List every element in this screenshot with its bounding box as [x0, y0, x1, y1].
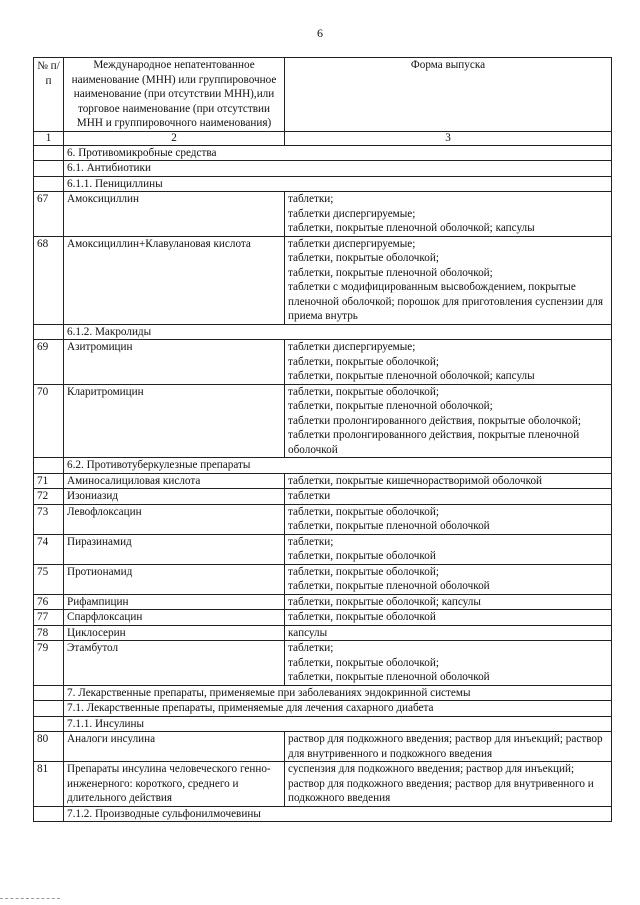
table-row — [34, 489, 612, 505]
dosage-form-line: таблетки, покрытые оболочкой — [288, 611, 436, 623]
drug-name: Аналоги инсулина — [64, 732, 285, 762]
item-number: 72 — [34, 489, 64, 505]
drug-name: Препараты инсулина человеческого генно-инженерного: короткого, среднего и длительного действия — [64, 762, 285, 807]
dosage-form-line: таблетки, покрытые пленочной оболочкой — [288, 520, 490, 532]
section-title: 7.1.1. Инсулины — [64, 716, 612, 732]
item-number: 73 — [34, 504, 64, 534]
item-number: 67 — [34, 192, 64, 237]
table-row — [34, 641, 612, 686]
column-number: 1 — [34, 131, 64, 145]
table-row — [34, 384, 612, 458]
section-title: 6.2. Противотуберкулезные препараты — [64, 458, 612, 474]
column-number-row — [34, 131, 612, 145]
item-number: 76 — [34, 594, 64, 610]
empty-cell — [34, 161, 64, 177]
section-title: 6.1.2. Макролиды — [64, 324, 612, 340]
section-row — [34, 145, 612, 161]
dosage-form-line: таблетки, покрытые пленочной оболочкой; — [288, 266, 493, 279]
dosage-form-line: таблетки, покрытые пленочной оболочкой; капсулы — [288, 222, 535, 234]
header-form: Форма выпуска — [285, 58, 612, 132]
table-row — [34, 625, 612, 641]
header-mnn: Международное непатентованное наименование (МНН) или группировочное наименование (при отсутствии МНН),или торговое наименование (при отсутствии МНН и группировочного наименования) — [64, 58, 285, 132]
table-row — [34, 762, 612, 807]
drug-list-table — [33, 57, 612, 822]
dosage-forms — [285, 641, 612, 686]
section-title: 6.1.1. Пенициллины — [64, 176, 612, 192]
item-number: 74 — [34, 534, 64, 564]
empty-cell — [34, 145, 64, 161]
empty-cell — [34, 716, 64, 732]
dosage-form-line: таблетки диспергируемые; — [288, 237, 416, 250]
dosage-form-line: таблетки, покрытые оболочкой; — [288, 505, 439, 518]
dosage-forms — [285, 564, 612, 594]
drug-name: Амоксициллин — [64, 192, 285, 237]
section-title: 7.1. Лекарственные препараты, применяемые для лечения сахарного диабета — [64, 701, 612, 717]
drug-name: Спарфлоксацин — [64, 610, 285, 626]
dosage-form-line: таблетки, покрытые оболочкой; — [288, 656, 439, 669]
dosage-form-line: капсулы — [288, 626, 328, 639]
section-title: 6. Противомикробные средства — [64, 145, 612, 161]
section-row — [34, 701, 612, 717]
dosage-form-line: раствор для подкожного введения; раствор для инъекций; раствор для внутривенного и подкожного введения — [288, 733, 603, 760]
section-title: 6.1. Антибиотики — [64, 161, 612, 177]
drug-name: Рифампицин — [64, 594, 285, 610]
dosage-form-line: таблетки; — [288, 642, 334, 654]
page-number: 6 — [317, 26, 323, 40]
table-row — [34, 504, 612, 534]
dosage-forms — [285, 504, 612, 534]
dosage-form-line: таблетки — [288, 490, 331, 502]
dosage-forms — [285, 489, 612, 505]
section-title: 7.1.2. Производные сульфонилмочевины — [64, 806, 612, 822]
table-body — [34, 145, 612, 822]
section-row — [34, 716, 612, 732]
section-row — [34, 685, 612, 701]
item-number: 70 — [34, 384, 64, 458]
dosage-form-line: таблетки, покрытые оболочкой; — [288, 252, 439, 264]
dosage-form-line: таблетки с модифицированным высвобождением, покрытые пленочной оболочкой; порошок для приготовления суспензии для приема внутрь — [288, 281, 604, 322]
drug-name: Аминосалициловая кислота — [64, 473, 285, 489]
dosage-form-line: суспензия для подкожного введения; раствор для инъекций; раствор для подкожного введения; раствор для внутривенного и подкожного введения — [288, 763, 594, 804]
section-row — [34, 806, 612, 822]
dosage-forms — [285, 732, 612, 762]
drug-name: Циклосерин — [64, 625, 285, 641]
table-row — [34, 594, 612, 610]
dosage-form-line: таблетки; — [288, 535, 334, 548]
dosage-forms — [285, 594, 612, 610]
dosage-forms — [285, 610, 612, 626]
item-number: 69 — [34, 340, 64, 385]
drug-name: Этамбутол — [64, 641, 285, 686]
section-row — [34, 458, 612, 474]
table-row — [34, 534, 612, 564]
table-row — [34, 473, 612, 489]
section-row — [34, 324, 612, 340]
empty-cell — [34, 701, 64, 717]
dosage-form-line: таблетки, покрытые пленочной оболочкой — [288, 580, 490, 592]
item-number: 68 — [34, 236, 64, 324]
section-row — [34, 176, 612, 192]
section-title: 7. Лекарственные препараты, применяемые при заболеваниях эндокринной системы — [64, 685, 612, 701]
dosage-form-line: таблетки пролонгированного действия, покрытые оболочкой; — [288, 414, 581, 427]
table-row — [34, 610, 612, 626]
table-row — [34, 192, 612, 237]
item-number: 75 — [34, 564, 64, 594]
empty-cell — [34, 806, 64, 822]
item-number: 77 — [34, 610, 64, 626]
dosage-forms — [285, 762, 612, 807]
empty-cell — [34, 458, 64, 474]
table-row — [34, 564, 612, 594]
empty-cell — [34, 176, 64, 192]
table-row — [34, 340, 612, 385]
column-number: 2 — [64, 131, 285, 145]
dosage-form-line: таблетки, покрытые пленочной оболочкой; капсулы — [288, 370, 535, 382]
item-number: 78 — [34, 625, 64, 641]
dosage-form-line: таблетки диспергируемые; — [288, 341, 416, 353]
drug-name: Протионамид — [64, 564, 285, 594]
item-number: 80 — [34, 732, 64, 762]
dosage-form-line: таблетки, покрытые оболочкой — [288, 550, 436, 562]
header-number: № п/п — [34, 58, 64, 132]
item-number: 81 — [34, 762, 64, 807]
dosage-forms — [285, 236, 612, 324]
drug-name: Амоксициллин+Клавулановая кислота — [64, 236, 285, 324]
dosage-form-line: таблетки; — [288, 193, 334, 205]
dosage-form-line: таблетки диспергируемые; — [288, 207, 416, 220]
dosage-form-line: таблетки, покрытые пленочной оболочкой — [288, 671, 490, 683]
dosage-form-line: таблетки, покрытые кишечнорастворимой оболочкой — [288, 474, 543, 487]
dosage-form-line: таблетки, покрытые пленочной оболочкой; — [288, 400, 493, 412]
table-row — [34, 732, 612, 762]
drug-name: Кларитромицин — [64, 384, 285, 458]
dosage-form-line: таблетки, покрытые оболочкой; — [288, 355, 439, 368]
dosage-forms — [285, 192, 612, 237]
table-row — [34, 236, 612, 324]
item-number: 71 — [34, 473, 64, 489]
item-number: 79 — [34, 641, 64, 686]
dosage-forms — [285, 473, 612, 489]
empty-cell — [34, 685, 64, 701]
empty-cell — [34, 324, 64, 340]
dosage-form-line: таблетки, покрытые оболочкой; — [288, 385, 439, 398]
dosage-form-line: таблетки, покрытые оболочкой; — [288, 565, 439, 578]
drug-name: Пиразинамид — [64, 534, 285, 564]
drug-name: Азитромицин — [64, 340, 285, 385]
dosage-form-line: таблетки пролонгированного действия, покрытые пленочной оболочкой — [288, 429, 580, 456]
dosage-form-line: таблетки, покрытые оболочкой; капсулы — [288, 595, 481, 608]
dosage-forms — [285, 625, 612, 641]
scan-edge-mark — [0, 898, 60, 902]
drug-name: Левофлоксацин — [64, 504, 285, 534]
table-header-row — [34, 58, 612, 132]
dosage-forms — [285, 340, 612, 385]
column-number: 3 — [285, 131, 612, 145]
section-row — [34, 161, 612, 177]
drug-name: Изониазид — [64, 489, 285, 505]
dosage-forms — [285, 384, 612, 458]
dosage-forms — [285, 534, 612, 564]
